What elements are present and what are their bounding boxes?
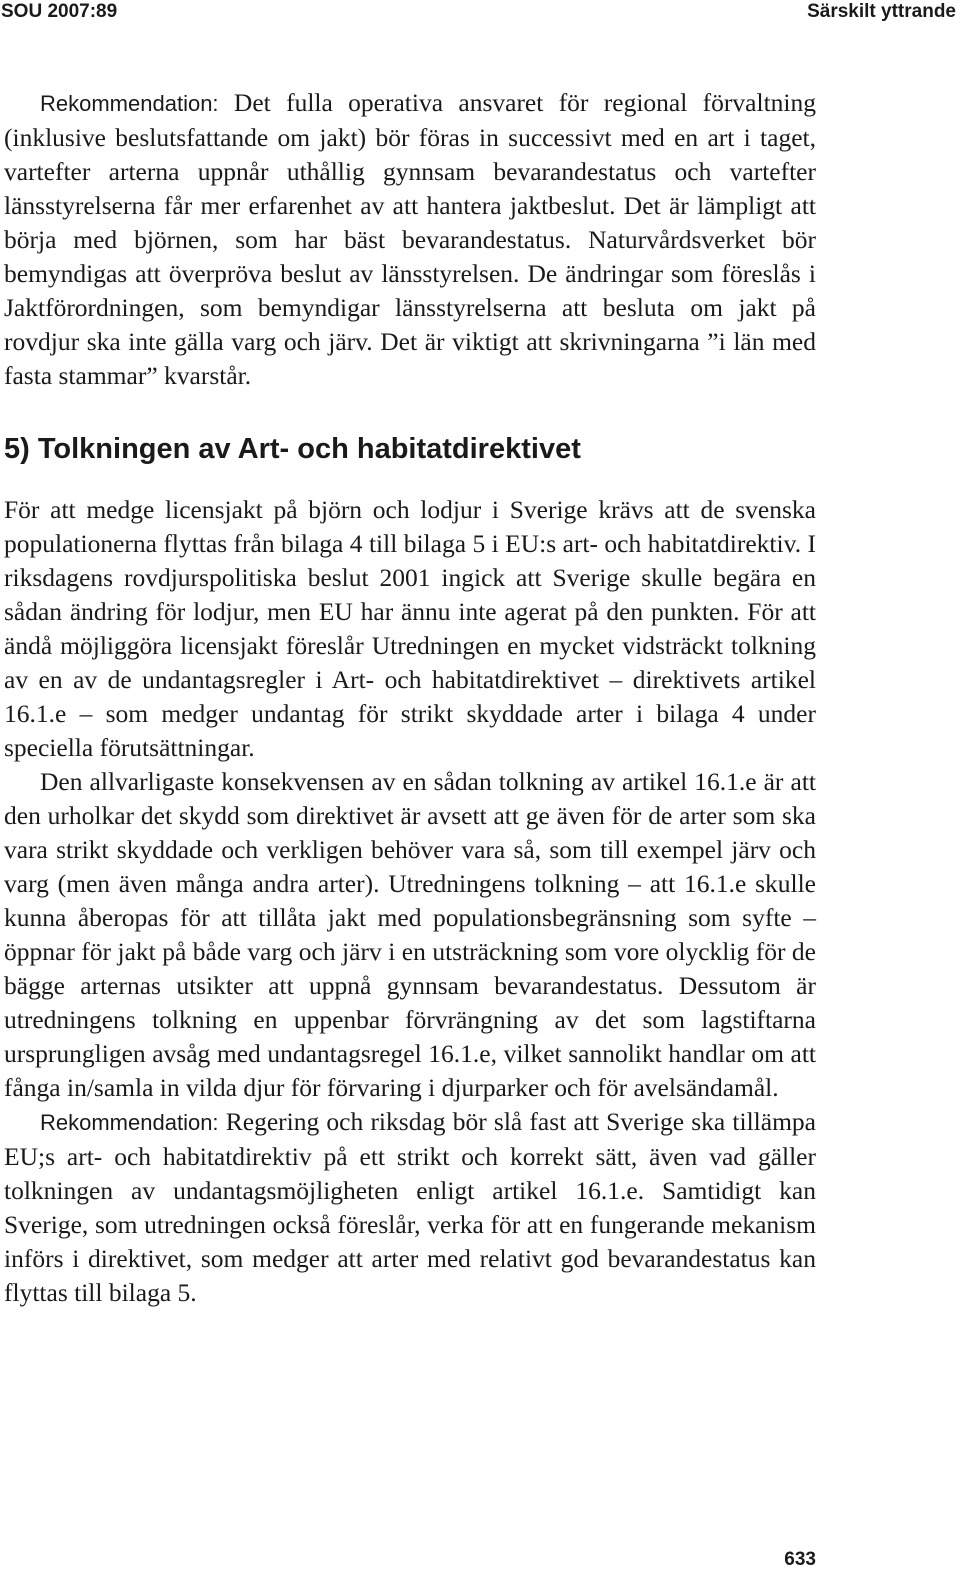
page-body xyxy=(4,86,816,1310)
body-paragraph: För att medge licensjakt på björn och lodjur i Sverige krävs att de svenska populationerna flyttas från bilaga 4 till bilaga 5 i EU:s art- och habitatdirektiv. I riksdagens rovdjurspolitiska beslut 2001 ingick att Sverige skulle begära en sådan ändring för lodjur, men EU har ännu inte agerat på den punkten. För att ändå möjliggöra licensjakt föreslår Utredningen en mycket vidsträckt tolkning av en av de undantagsregler i Art- och habitatdirektivet – direktivets artikel 16.1.e – som medger undantag för strikt skyddade arter i bilaga 4 under speciella förutsättningar. xyxy=(4,495,816,762)
running-header-document-id: SOU 2007:89 xyxy=(1,1,118,22)
body-paragraph: Den allvarligaste konsekvensen av en sådan tolkning av artikel 16.1.e är att den urholkar det skydd som direktivet är avsett att ge även för de arter som ska vara strikt skyddade och verkligen behöver vara så, som till exempel järv och varg (men även många andra arter). Utredningens tolkning – att 16.1.e skulle kunna åberopas för att tillåta jakt med populationsbegränsning som syfte – öppnar för jakt på både varg och järv i en utsträckning som vore olycklig för de bägge arternas utsikter att uppnå gynnsam bevarandestatus. Dessutom är utredningens tolkning en uppenbar förvrängning av det som lagstiftarna ursprungligen avsåg med undantagsregel 16.1.e, vilket sannolikt handlar om att fånga in/samla in vilda djur för förvaring i djurparker och för avelsändamål. xyxy=(4,767,816,1102)
running-header-section: Särskilt yttrande xyxy=(807,1,956,22)
page-number: 633 xyxy=(784,1549,816,1570)
recommendation-label: Rekommendation: xyxy=(40,1110,219,1135)
recommendation-paragraph-1 xyxy=(4,86,816,393)
recommendation-paragraph-2 xyxy=(4,1105,816,1310)
section-heading: 5) Tolkningen av Art- och habitatdirektivet xyxy=(4,433,581,465)
recommendation-text: Regering och riksdag bör slå fast att Sverige ska tillämpa EU;s art- och habitatdirektiv på ett strikt och korrekt sätt, även vad gäller tolkningen av undantagsmöjligheten enligt artikel 16.1.e. Samtidigt kan Sverige, som utredningen också föreslår, verka för att en fungerande mekanism införs i direktivet, som medger att arter med relativt god bevarandestatus kan flyttas till bilaga 5. xyxy=(4,1107,816,1307)
recommendation-label: Rekommendation: xyxy=(40,91,219,116)
recommendation-text: Det fulla operativa ansvaret för regional förvaltning (inklusive beslutsfattande om jakt) bör föras in successivt med en art i taget, vartefter arterna uppnår uthållig gynnsam bevarandestatus och vartefter länsstyrelserna får mer erfarenhet av att hantera jaktbeslut. Det är lämpligt att börja med björnen, som har bäst bevarandestatus. Naturvårdsverket bör bemyndigas att överpröva beslut av länsstyrelsen. De ändringar som föreslås i Jaktförordningen, som bemyndigar länsstyrelserna att besluta om jakt på rovdjur ska inte gälla varg och järv. Det är viktigt att skrivningarna ”i län med fasta stammar” kvarstår. xyxy=(4,88,816,390)
